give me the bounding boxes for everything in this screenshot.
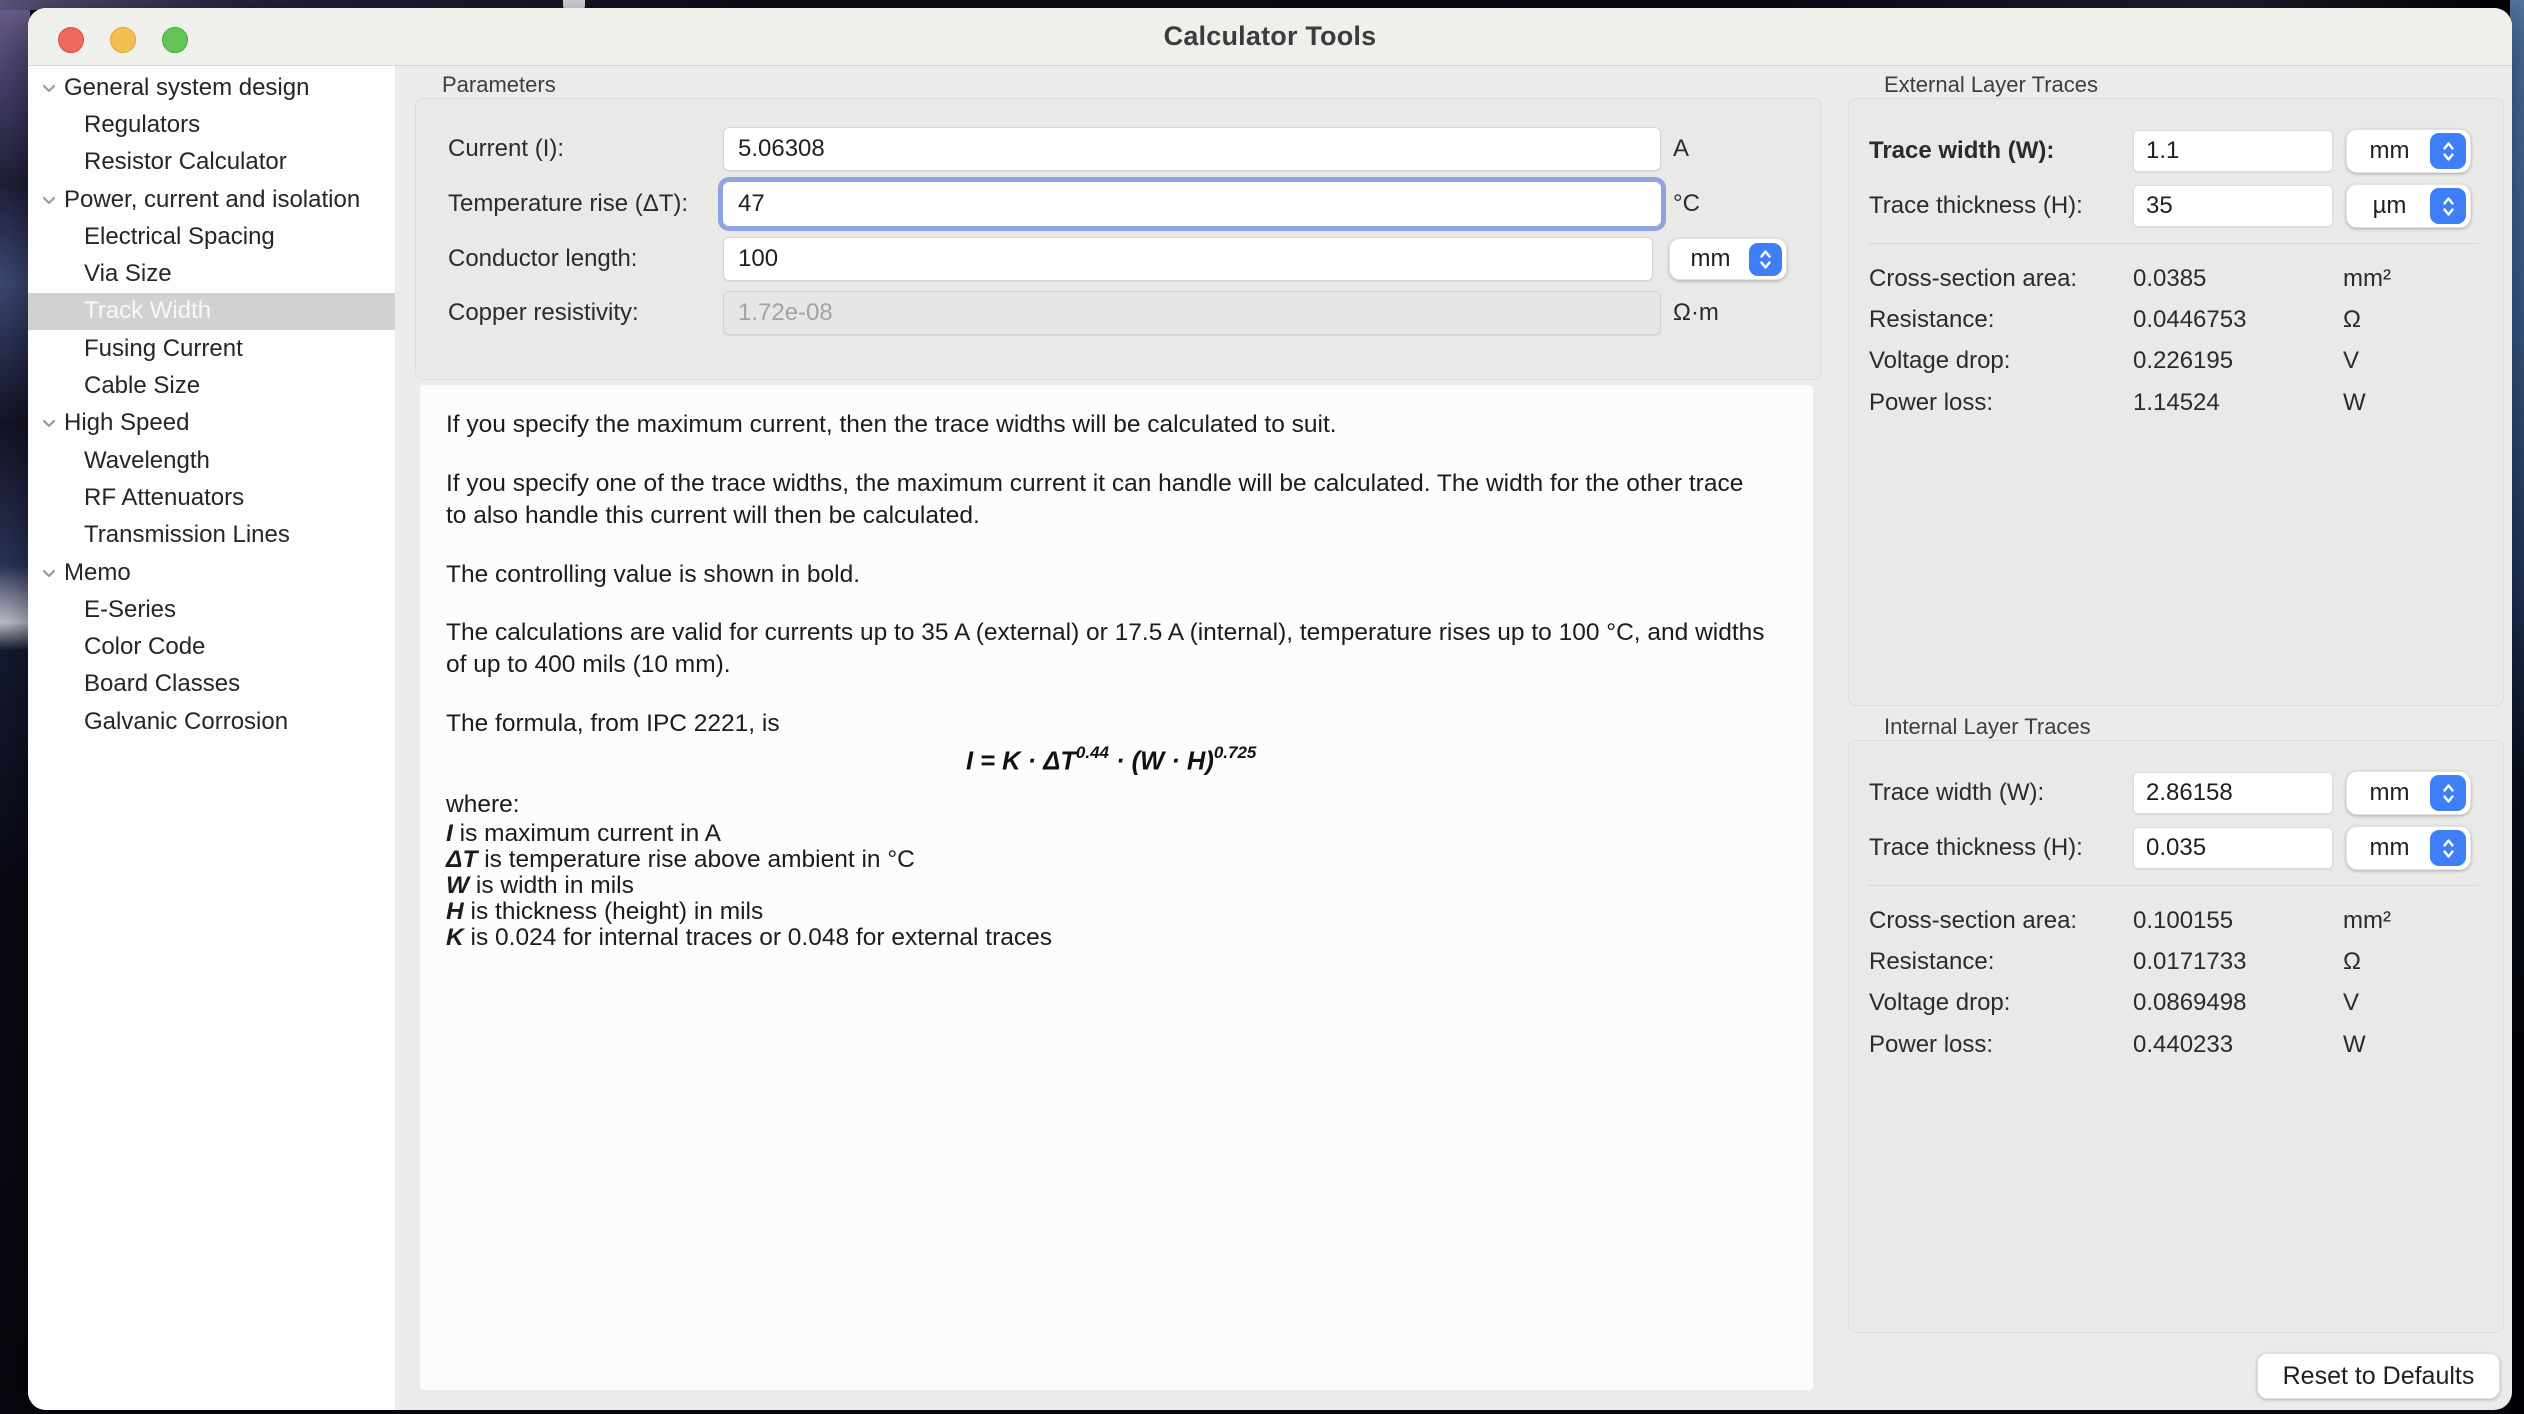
formula-intro: The formula, from IPC 2221, is [446, 710, 780, 738]
current-unit: A [1673, 135, 1690, 162]
stepper-icon [2430, 188, 2466, 224]
help-paragraph: The controlling value is shown in bold. [446, 560, 861, 588]
internal-trace-width-input[interactable] [2133, 772, 2333, 814]
external-voltage-drop-row: Voltage drop: 0.226195 V [1869, 347, 2360, 374]
desktop-edge-right [2510, 0, 2524, 1414]
title-bar[interactable] [28, 8, 2512, 66]
calculator-tools-window [28, 8, 2512, 1410]
parameters-section-title: Parameters [442, 72, 556, 97]
external-trace-width-label: Trace width (W): [1869, 137, 2055, 164]
help-paragraph: If you specify one of the trace widths, the maximum current it can handle will be calculated. The width for the other trace to also handle this current will then be calculated. [446, 469, 1744, 529]
external-resistance-row: Resistance: 0.0446753 Ω [1869, 306, 2361, 333]
sidebar-item-electrical-spacing[interactable]: Electrical Spacing [84, 222, 275, 250]
internal-trace-thickness-input[interactable] [2133, 827, 2333, 869]
internal-trace-width-unit-select[interactable]: mm [2346, 771, 2471, 815]
sidebar-item-e-series[interactable]: E-Series [84, 595, 177, 623]
sidebar-item-via-size[interactable]: Via Size [84, 260, 172, 288]
internal-trace-width-row [1869, 771, 2479, 815]
stepper-icon [2430, 133, 2466, 169]
internal-trace-thickness-unit-select[interactable]: mm [2346, 826, 2471, 870]
external-traces-group [1848, 98, 2504, 706]
sidebar-item-rf-attenuators[interactable]: RF Attenuators [84, 483, 245, 511]
chevron-down-icon[interactable] [38, 412, 60, 434]
where-item: K is 0.024 for internal traces or 0.048 for external traces [446, 923, 1053, 951]
parameters-group [415, 98, 1822, 380]
copper-resistivity-unit: Ω·m [1673, 299, 1719, 326]
sidebar-item-track-width[interactable]: Track Width [28, 293, 395, 330]
internal-cross-section-row: Cross-section area: 0.100155 mm² [1869, 907, 2391, 934]
sidebar-item-cable-size[interactable]: Cable Size [84, 372, 201, 400]
where-item: ΔT is temperature rise above ambient in °C [446, 846, 915, 874]
copper-resistivity-input [723, 291, 1661, 335]
conductor-length-label: Conductor length: [448, 245, 638, 272]
external-traces-title: External Layer Traces [1884, 72, 2098, 97]
sidebar-item-galvanic-corrosion[interactable]: Galvanic Corrosion [84, 707, 289, 735]
conductor-length-row [448, 237, 1801, 281]
chevron-down-icon[interactable] [38, 562, 60, 584]
help-paragraph: The calculations are valid for currents up to 35 A (external) or 17.5 A (internal), temperature rises up to 100 °C, and widths of up to 400 mils (10 mm). [446, 619, 1765, 679]
reset-to-defaults-button[interactable]: Reset to Defaults [2257, 1353, 2500, 1399]
current-input[interactable] [723, 127, 1661, 171]
temperature-rise-unit: °C [1673, 190, 1700, 217]
traffic-lights [58, 27, 188, 53]
desktop-edge-left [0, 0, 30, 1414]
external-trace-thickness-unit-select[interactable]: µm [2346, 184, 2471, 228]
chevron-down-icon[interactable] [38, 189, 60, 211]
internal-trace-width-label: Trace width (W): [1869, 779, 2045, 806]
traces-panel [1838, 66, 2512, 1410]
external-trace-width-row [1869, 129, 2479, 173]
chevron-down-icon[interactable] [38, 77, 60, 99]
temperature-rise-label: Temperature rise (ΔT): [448, 190, 689, 217]
where-item: I is maximum current in A [446, 820, 722, 848]
where-item: H is thickness (height) in mils [446, 897, 764, 925]
minimize-button[interactable] [110, 27, 136, 53]
sidebar-item-resistor-calculator[interactable]: Resistor Calculator [84, 148, 287, 176]
internal-trace-thickness-row [1869, 826, 2479, 870]
sidebar-item-color-code[interactable]: Color Code [84, 633, 206, 661]
divider [1869, 885, 2479, 886]
temperature-rise-input[interactable] [723, 182, 1661, 226]
internal-power-loss-row: Power loss: 0.440233 W [1869, 1031, 2366, 1058]
sidebar-item-fusing-current[interactable]: Fusing Current [84, 334, 243, 362]
conductor-length-unit-select[interactable]: mm [1669, 238, 1787, 280]
where-label: where: [446, 790, 520, 818]
current-label: Current (I): [448, 135, 565, 162]
external-trace-thickness-input[interactable] [2133, 185, 2333, 227]
where-item: W is width in mils [446, 871, 634, 899]
sidebar-item-high-speed[interactable]: High Speed [28, 405, 395, 442]
help-text-panel [420, 385, 1813, 1390]
external-power-loss-row: Power loss: 1.14524 W [1869, 389, 2366, 416]
internal-resistance-row: Resistance: 0.0171733 Ω [1869, 948, 2361, 975]
sidebar-item-transmission-lines[interactable]: Transmission Lines [84, 521, 290, 549]
copper-resistivity-row [448, 291, 1801, 335]
conductor-length-input[interactable] [723, 237, 1653, 281]
internal-traces-title: Internal Layer Traces [1884, 714, 2091, 739]
temperature-rise-row [448, 182, 1801, 226]
sidebar-item-regulators[interactable]: Regulators [84, 110, 201, 138]
sidebar-item-general-system-design[interactable]: General system design [28, 69, 395, 106]
main-panel [395, 66, 1838, 1410]
external-trace-width-unit-select[interactable]: mm [2346, 129, 2471, 173]
sidebar-item-wavelength[interactable]: Wavelength [84, 446, 210, 474]
sidebar-tree [28, 66, 395, 1410]
current-row [448, 127, 1801, 171]
external-trace-width-input[interactable] [2133, 130, 2333, 172]
close-button[interactable] [58, 27, 84, 53]
internal-traces-group [1848, 740, 2504, 1333]
external-trace-thickness-row [1869, 184, 2479, 228]
window-title: Calculator Tools [1163, 21, 1377, 51]
internal-trace-thickness-label: Trace thickness (H): [1869, 834, 2083, 861]
external-cross-section-row: Cross-section area: 0.0385 mm² [1869, 265, 2391, 292]
stepper-icon [1749, 243, 1782, 276]
copper-resistivity-label: Copper resistivity: [448, 299, 639, 326]
divider [1869, 243, 2479, 244]
maximize-button[interactable] [162, 27, 188, 53]
internal-voltage-drop-row: Voltage drop: 0.0869498 V [1869, 989, 2360, 1016]
external-trace-thickness-label: Trace thickness (H): [1869, 192, 2083, 219]
stepper-icon [2430, 775, 2466, 811]
help-paragraph: If you specify the maximum current, then the trace widths will be calculated to suit. [446, 411, 1337, 438]
ipc2221-formula: $I = K \cdot \Delta T^{0.44} \cdot (W \cdot H)^{0.725}$ [966, 742, 1257, 776]
stepper-icon [2430, 830, 2466, 866]
sidebar-item-board-classes[interactable]: Board Classes [84, 670, 241, 698]
sidebar-item-power-current-isolation[interactable]: Power, current and isolation [28, 181, 395, 218]
sidebar-item-memo[interactable]: Memo [28, 554, 395, 591]
